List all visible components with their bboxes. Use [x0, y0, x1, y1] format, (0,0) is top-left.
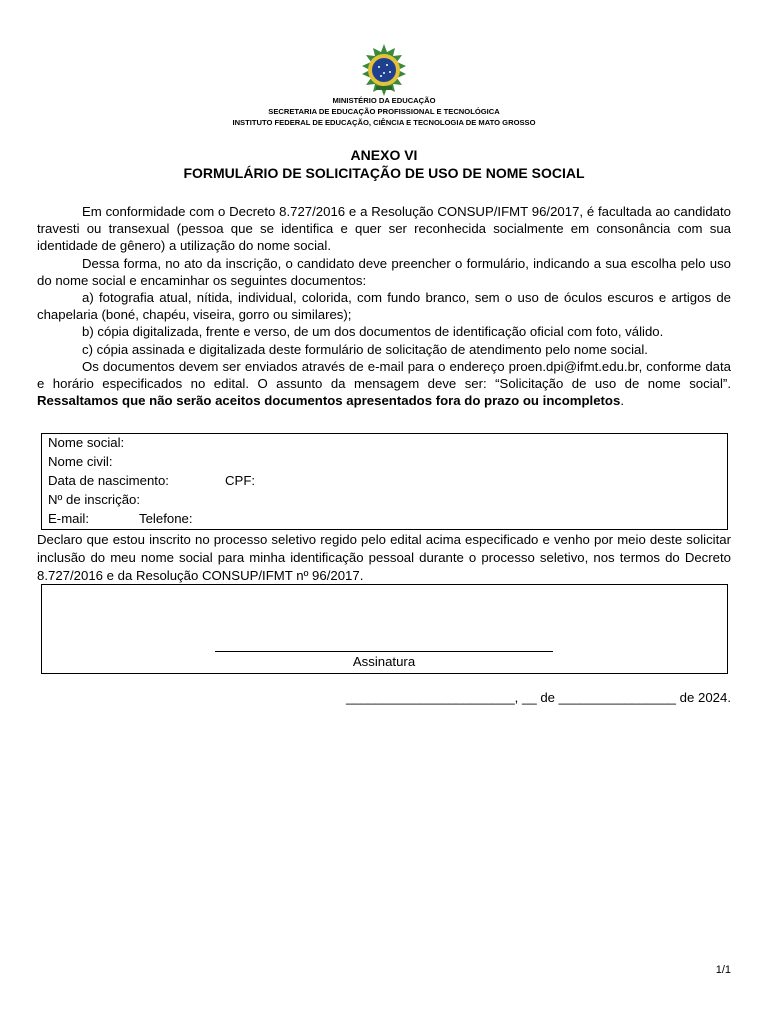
annex-title: ANEXO VI: [350, 147, 418, 163]
submission-warning: Ressaltamos que não serão aceitos documentos apresentados fora do prazo ou incompletos: [37, 393, 621, 409]
field-cpf[interactable]: CPF:: [225, 473, 256, 488]
field-inscricao[interactable]: Nº de inscrição:: [48, 492, 141, 507]
page-number: 1/1: [715, 964, 731, 976]
paragraph-submission: [37, 358, 731, 410]
field-data-nascimento[interactable]: Data de nascimento:: [48, 473, 169, 488]
form-title: FORMULÁRIO DE SOLICITAÇÃO DE USO DE NOME SOCIAL: [183, 165, 585, 181]
body-text: [37, 203, 731, 409]
list-item-b: b) cópia digitalizada, frente e verso, de um dos documentos de identificação oficial com foto, válido.: [82, 324, 664, 340]
list-item-c: c) cópia assinada e digitalizada deste formulário de solicitação de atendimento pelo nome social.: [82, 341, 648, 357]
header-ministry: MINISTÉRIO DA EDUCAÇÃO: [332, 96, 436, 105]
paragraph-intro: Em conformidade com o Decreto 8.727/2016 e a Resolução CONSUP/IFMT 96/2017, é facultada ao candidato travesti ou transexual (pessoa que se identifica e quer ser reconhecida socialmente em consonância com sua identidade de gênero) a utilização do nome social.: [37, 204, 731, 254]
signature-line[interactable]: [215, 651, 553, 652]
header-secretariat: SECRETARIA DE EDUCAÇÃO PROFISSIONAL E TECNOLÓGICA: [268, 107, 500, 116]
field-nome-social[interactable]: Nome social:: [48, 435, 125, 450]
signature-label: Assinatura: [352, 654, 416, 669]
field-telefone[interactable]: Telefone:: [139, 511, 193, 526]
personal-data-box: [41, 433, 728, 530]
paragraph-instructions: Dessa forma, no ato da inscrição, o candidato deve preencher o formulário, indicando a sua escolha pelo uso do nome social e encaminhar os seguintes documentos:: [37, 255, 731, 288]
coat-of-arms-icon: [357, 43, 411, 97]
field-email[interactable]: E-mail:: [48, 511, 90, 526]
submission-end: .: [620, 393, 624, 409]
signature-box: [41, 584, 728, 674]
field-nome-civil[interactable]: Nome civil:: [48, 454, 113, 469]
date-line[interactable]: _______________________, __ de ________________ de 2024.: [345, 690, 731, 705]
submission-text: Os documentos devem ser enviados através de e-mail para o endereço proen.dpi@ifmt.edu.br, conforme data e horário especificados no edital. O assunto da mensagem deve ser: “Solicitação de uso de nome social”.: [37, 358, 731, 392]
header-institute: INSTITUTO FEDERAL DE EDUCAÇÃO, CIÊNCIA E TECNOLOGIA DE MATO GROSSO: [232, 118, 536, 127]
list-item-a: a) fotografia atual, nítida, individual, colorida, com fundo branco, sem o uso de óculos escuros e artigos de chapelaria (boné, chapéu, viseira, gorro ou similares);: [37, 290, 731, 323]
declaration-text: Declaro que estou inscrito no processo seletivo regido pelo edital acima especificado e venho por meio deste solicitar inclusão do meu nome social para minha identificação pessoal durante o processo seletivo, nos termos do Decreto 8.727/2016 e da Resolução CONSUP/IFMT nº 96/2017.: [37, 532, 731, 583]
